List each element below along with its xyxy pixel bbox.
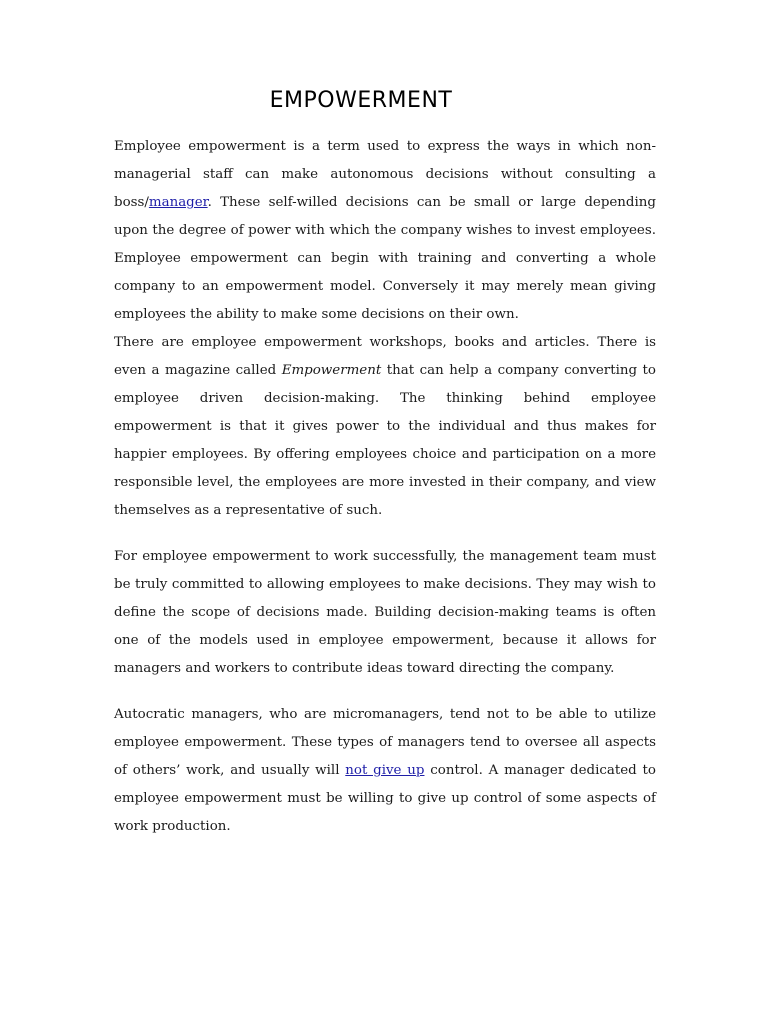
paragraph-2-text-end: that can help a company converting to employee driven decision-making. The thinking behind employee empowerment is that it gives power to the individual and thus makes for happier employees. By offering employees choice and participation on a more responsible level, the employees are more invested in their company, and view themselves as a representative of such. <box>114 363 656 518</box>
paragraph-3: For employee empowerment to work successfully, the management team must be truly committed to allowing employees to make decisions. They may wish to define the scope of decisions made. Building decision-making teams is often one of the models used in employee empowerment, because it allows for managers and workers to contribute ideas toward directing the company. <box>114 549 656 676</box>
paragraph-2-text-start: There are employee empowerment workshops, books and articles. There is even a magazine called <box>114 335 656 378</box>
magazine-title: Empowerment <box>281 363 382 378</box>
paragraph-4-text-start: Autocratic managers, who are micromanagers, tend not to be able to utilize employee empowerment. These types of managers tend to oversee all aspects of others’ work, and usually will <box>114 707 656 778</box>
document-body <box>114 133 656 841</box>
paragraph-1 <box>114 133 656 329</box>
paragraph-4 <box>114 701 656 841</box>
not-give-up-link[interactable]: not give up <box>345 763 425 778</box>
paragraph-1-text-start: Employee empowerment is a term used to express the ways in which non-managerial staff can make autonomous decisions without consulting a boss/ <box>114 139 656 210</box>
paragraph-4-text-end: control. A manager dedicated to employee empowerment must be willing to give up control of some aspects of work production. <box>114 763 656 834</box>
paragraph-2 <box>114 329 656 525</box>
paragraph-1-text-end: . These self-willed decisions can be small or large depending upon the degree of power with which the company wishes to invest employees. Employee empowerment can begin with training and converting a whole company to an empowerment model. Conversely it may merely mean giving employees the ability to make some decisions on their own. <box>114 195 656 322</box>
page-title: EMPOWERMENT <box>269 88 453 113</box>
manager-link[interactable]: manager <box>148 195 208 210</box>
